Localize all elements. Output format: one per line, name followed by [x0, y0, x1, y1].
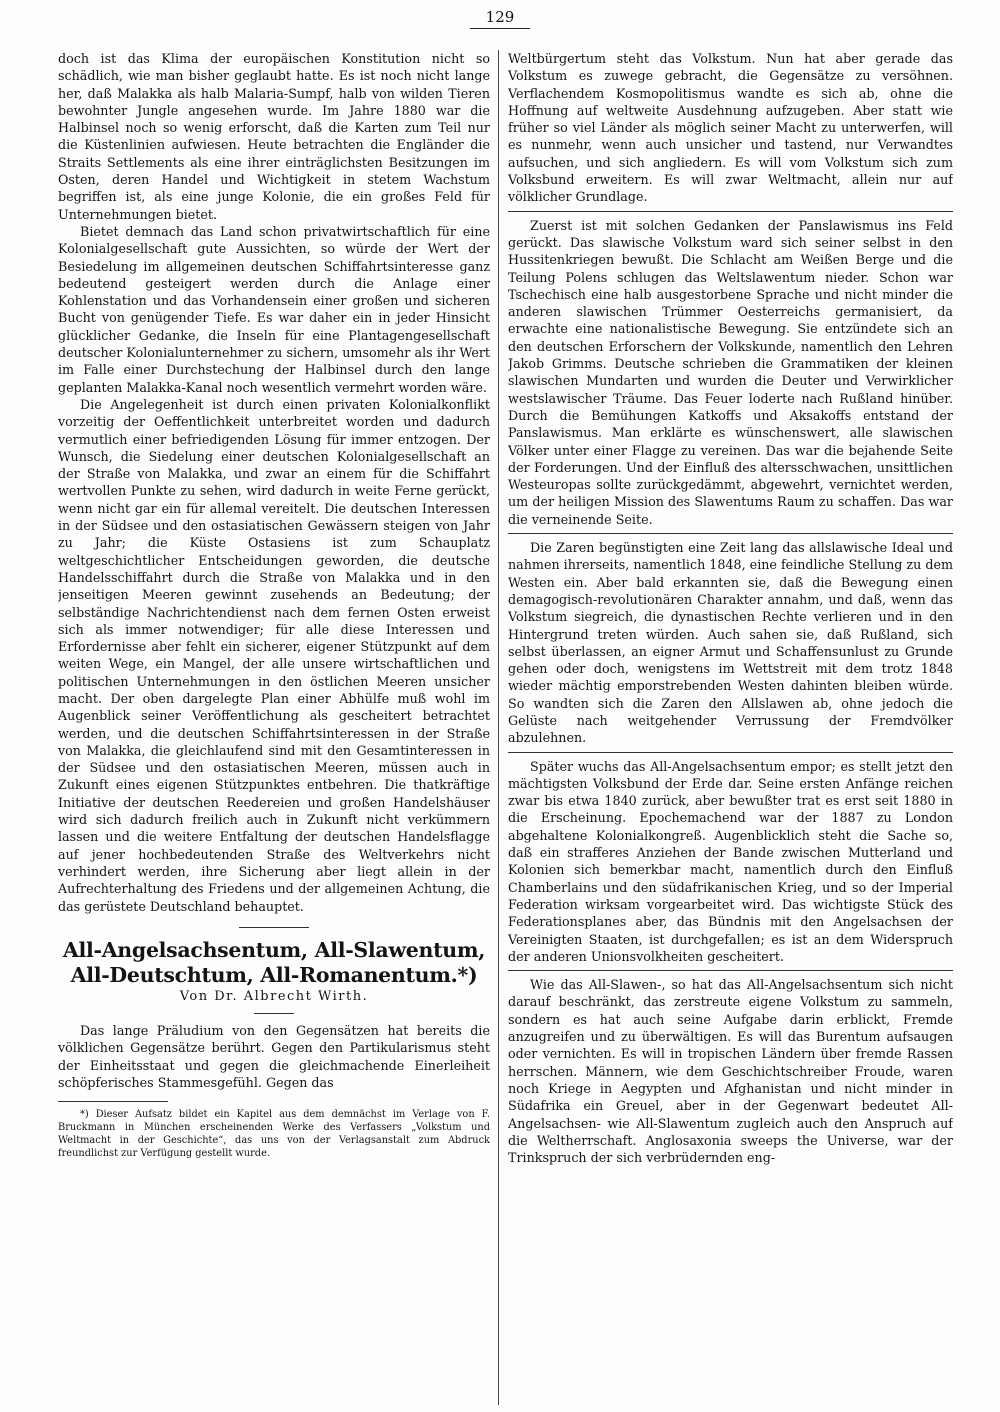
article-byline: Von Dr. Albrecht Wirth.	[179, 988, 369, 1004]
paragraph: Die Zaren begünstigten eine Zeit lang das allslawische Ideal und nahmen ihrerseits, namentlich 1848, eine feindliche Stellung zu dem Westen ein. Aber bald erkannten sie, daß die Bewegung einen demagogisch-revolutionären Charakter annahm, und daß, wenn das Volkstum siegreich, die dynastischen Rechte verlieren und in den Hintergrund treten würden. Auch sahen sie, daß Rußland, sich selbst überlassen, an eigner Armut und Schaffensunlust zu Grunde gehen oder doch, wenigstens im Wettstreit mit dem trotz 1848 wieder mächtig emporstrebenden Westen dahinten bleiben würde. So wandten sich die Zaren den Allslawen ab, ohne jedoch die Gelüste nach weitgehender Verrussung der Fremdvölker abzulehnen.	[508, 540, 953, 746]
footnote	[58, 1108, 490, 1160]
page-number-underline	[470, 28, 530, 29]
paragraph: Zuerst ist mit solchen Gedanken der Panslawismus ins Feld gerückt. Das slawische Volkstum ward sich seiner selbst in den Hussitenkriegen bewußt. Die Schlacht am Weißen Berge und die Teilung Polens schlugen das Weltslawentum nieder. Schon war Tschechisch eine halb ausgestorbene Sprache und nicht minder die anderen slawischen Trümmer Oesterreichs germanisiert, da erwachte eine nationalistische Bewegung. Sie entzündete sich an den deutschen Erforschern der Volkskunde, namentlich den Lehren Jakob Grimms. Deutsche schrieben die Grammatiken der kleinen slawischen Mundarten und wurden die Deuter und Verwirklicher westslawischer Träume. Das Feuer loderte nach Rußland hinüber. Durch die Bemühungen Katkoffs und Aksakoffs entstand der Panslawismus. Man erklärte es wünschenswert, alle slawischen Völker unter einer Flagge zu vereinen. Das war die bejahende Seite der Forderungen. Und der Einfluß des altersschwachen, unsittlichen Westeuropas sollte zurückgedämmt, abgewehrt, vernichtet werden, um der heiligen Mission des Slawentums Raum zu schaffen. Das war die verneinende Seite.	[508, 217, 953, 527]
article-title: All-Angelsachsentum, All-Slawentum, All-Deutschtum, All-Romanentum.*)	[62, 937, 486, 987]
column-divider	[498, 50, 499, 1405]
footnote-text: *) Dieser Aufsatz bildet ein Kapitel aus dem demnächst im Verlage von F. Bruckmann in München erscheinenden Werke des Verfassers „Volkstum und Weltmacht in der Geschichte“, das uns von der Verlagsanstalt zum Abdruck freundlichst zur Verfügung gestellt wurde.	[58, 1109, 490, 1160]
byline-separator	[254, 1013, 294, 1014]
section-rule	[508, 533, 953, 534]
paragraph: Weltbürgertum steht das Volkstum. Nun hat aber gerade das Volkstum es zuwege gebracht, die Gegensätze zu versöhnen. Verflachendem Kosmopolitismus wandte es sich ab, ohne die Hoffnung auf weltweite Ausdehnung aufzugeben. Aber statt wie früher so viel Länder als möglich seiner Macht zu unterwerfen, will es nunmehr, wenn auch unsicher und tastend, nur Verwandtes aufsuchen, und sich angliedern. Es will vom Volkstum sich zum Volksbund erweitern. Es will zwar Weltmacht, allein nur auf völklicher Grundlage.	[508, 51, 953, 205]
article-first-paragraph: Das lange Präludium von den Gegensätzen hat bereits die völklichen Gegensätze berührt. Gegen den Partikularismus steht der Einheitsstaat und gegen die gleichmachende Einerleiheit schöpferisches Stammesgefühl. Gegen das	[58, 1023, 490, 1091]
paragraph: Später wuchs das All-Angelsachsentum empor; es stellt jetzt den mächtigsten Volksbund der Erde dar. Seine ersten Anfänge reichen zwar bis etwa 1840 zurück, aber bewußter trat es erst seit 1880 in die Erscheinung. Epochemachend war der 1887 zu London abgehaltene Kolonialkongreß. Augenblicklich steht die Sache so, daß ein strafferes Anziehen der Bande zwischen Mutterland und Kolonien sich bemerkbar macht, namentlich durch den Einfluß Chamberlains und den südafrikanischen Krieg, und so der Imperial Federation wirksam vorgearbeitet wird. Das wichtigste Stück des Federationsplanes aber, das Bündnis mit den Angelsachsen der Vereinigten Staaten, ist durchgefallen; es ist an dem Widerspruch der anderen Unionsvolkheiten gescheitert.	[508, 758, 953, 964]
left-column	[58, 50, 490, 1410]
footnote-separator	[58, 1101, 168, 1102]
article-separator	[239, 927, 309, 928]
paragraph: Wie das All-Slawen-, so hat das All-Angelsachsentum sich nicht darauf beschränkt, das zerstreute eigene Volkstum zu sammeln, sondern es hat auch seine Aufgabe darin erblickt, Fremde anzugreifen und zu überwältigen. Es will das Burentum aufsaugen oder vernichten. Es will in tropischen Ländern über fremde Rassen herrschen. Männern, wie dem Geschichtschreiber Froude, waren noch Kriege in Aegypten und Afghanistan und nicht minder in Südafrika ein Greuel, aber in der Gegenwart bedeutet All-Angelsachsen- wie All-Slawentum zugleich auch den Anspruch auf die Weltherrschaft. Anglosaxonia sweeps the Universe, war der Trinkspruch der sich verbrüdernden eng-	[508, 977, 953, 1166]
page-number: 129	[485, 8, 515, 26]
paragraph: Bietet demnach das Land schon privatwirtschaftlich für eine Kolonialgesellschaft gute Aussichten, so würde der Wert der Besiedelung im allgemeinen deutschen Schiffahrtsinteresse ganz bedeutend gesteigert werden durch die Anlage einer Kohlenstation und das Vorhandensein einer großen und sicheren Bucht von genügender Tiefe. Es war daher ein in jeder Hinsicht glücklicher Gedanke, die Inseln für eine Plantagengesellschaft deutscher Kolonialunternehmer zu sichern, umsomehr als ihr Wert im Falle einer Durchstechung der Halbinsel durch den lange geplanten Malakka-Kanal noch wesentlich vermehrt worden wäre.	[58, 223, 490, 395]
section-rule	[508, 211, 953, 212]
paragraph: Die Angelegenheit ist durch einen privaten Kolonialkonflikt vorzeitig der Oeffentlichkeit unterbreitet worden und dadurch vermutlich einer befriedigenden Lösung für immer entzogen. Der Wunsch, die Siedelung einer deutschen Kolonialgesellschaft an der Straße von Malakka, und zwar an einem für die Schiffahrt wertvollen Punkte zu sehen, wird dadurch in weite Ferne gerückt, wenn nicht gar ein für allemal vereitelt. Die deutschen Interessen in der Südsee und den ostasiatischen Gewässern steigen von Jahr zu Jahr; die Küste Ostasiens ist zum Schauplatz weltgeschichtlicher Entscheidungen geworden, die deutsche Handelsschiffahrt durch die Straße von Malakka und in den jenseitigen Meeren gewinnt zusehends an Bedeutung; der selbständige Nachrichtendienst nach dem fernen Osten erweist sich als immer notwendiger; für alle diese Interessen und Erfordernisse aber fehlt ein sicherer, eigener Stützpunkt auf dem weiten Wege, ein Mangel, der alle unsere wirtschaftlichen und politischen Unternehmungen in den östlichen Meeren unsicher macht. Der oben dargelegte Plan einer Abhülfe muß wohl im Augenblick seiner Veröffentlichung als gescheitert betrachtet werden, und die deutschen Schiffahrtsinteressen in der Straße von Malakka, die gleichlaufend sind mit den Gesamtinteressen in der Südsee und den ostasiatischen Meeren, müssen auch in Zukunft eines eigenen Stützpunktes entbehren. Die thatkräftige Initiative der deutschen Reedereien und großen Handelshäuser wird sich dadurch freilich auch in Zukunft nicht verkümmern lassen und die weitere Entfaltung der deutschen Handelsflagge auf jener hochbedeutenden Straße des Weltverkehrs nicht verhindert werden, ihre Sicherung aber liegt allein in der Aufrechterhaltung des Friedens und der allgemeinen Achtung, die das gerüstete Deutschland behauptet.	[58, 396, 490, 914]
section-rule	[508, 752, 953, 753]
paragraph: doch ist das Klima der europäischen Konstitution nicht so schädlich, wie man bisher geglaubt hatte. Es ist noch nicht lange her, daß Malakka als halb Malaria-Sumpf, halb von wilden Tieren bewohnter Jungle angesehen wurde. Im Jahre 1880 war die Halbinsel noch so wenig erforscht, daß die Karten zum Teil nur die Küstenlinien aufwiesen. Heute betrachten die Engländer die Straits Settlements als eine ihrer einträglichsten Besitzungen im Osten, deren Handel und Wichtigkeit in stetem Wachstum begriffen ist, als eine junge Kolonie, die ein großes Feld für Unternehmungen bietet.	[58, 51, 490, 222]
section-rule	[508, 970, 953, 971]
right-column	[508, 50, 953, 1410]
